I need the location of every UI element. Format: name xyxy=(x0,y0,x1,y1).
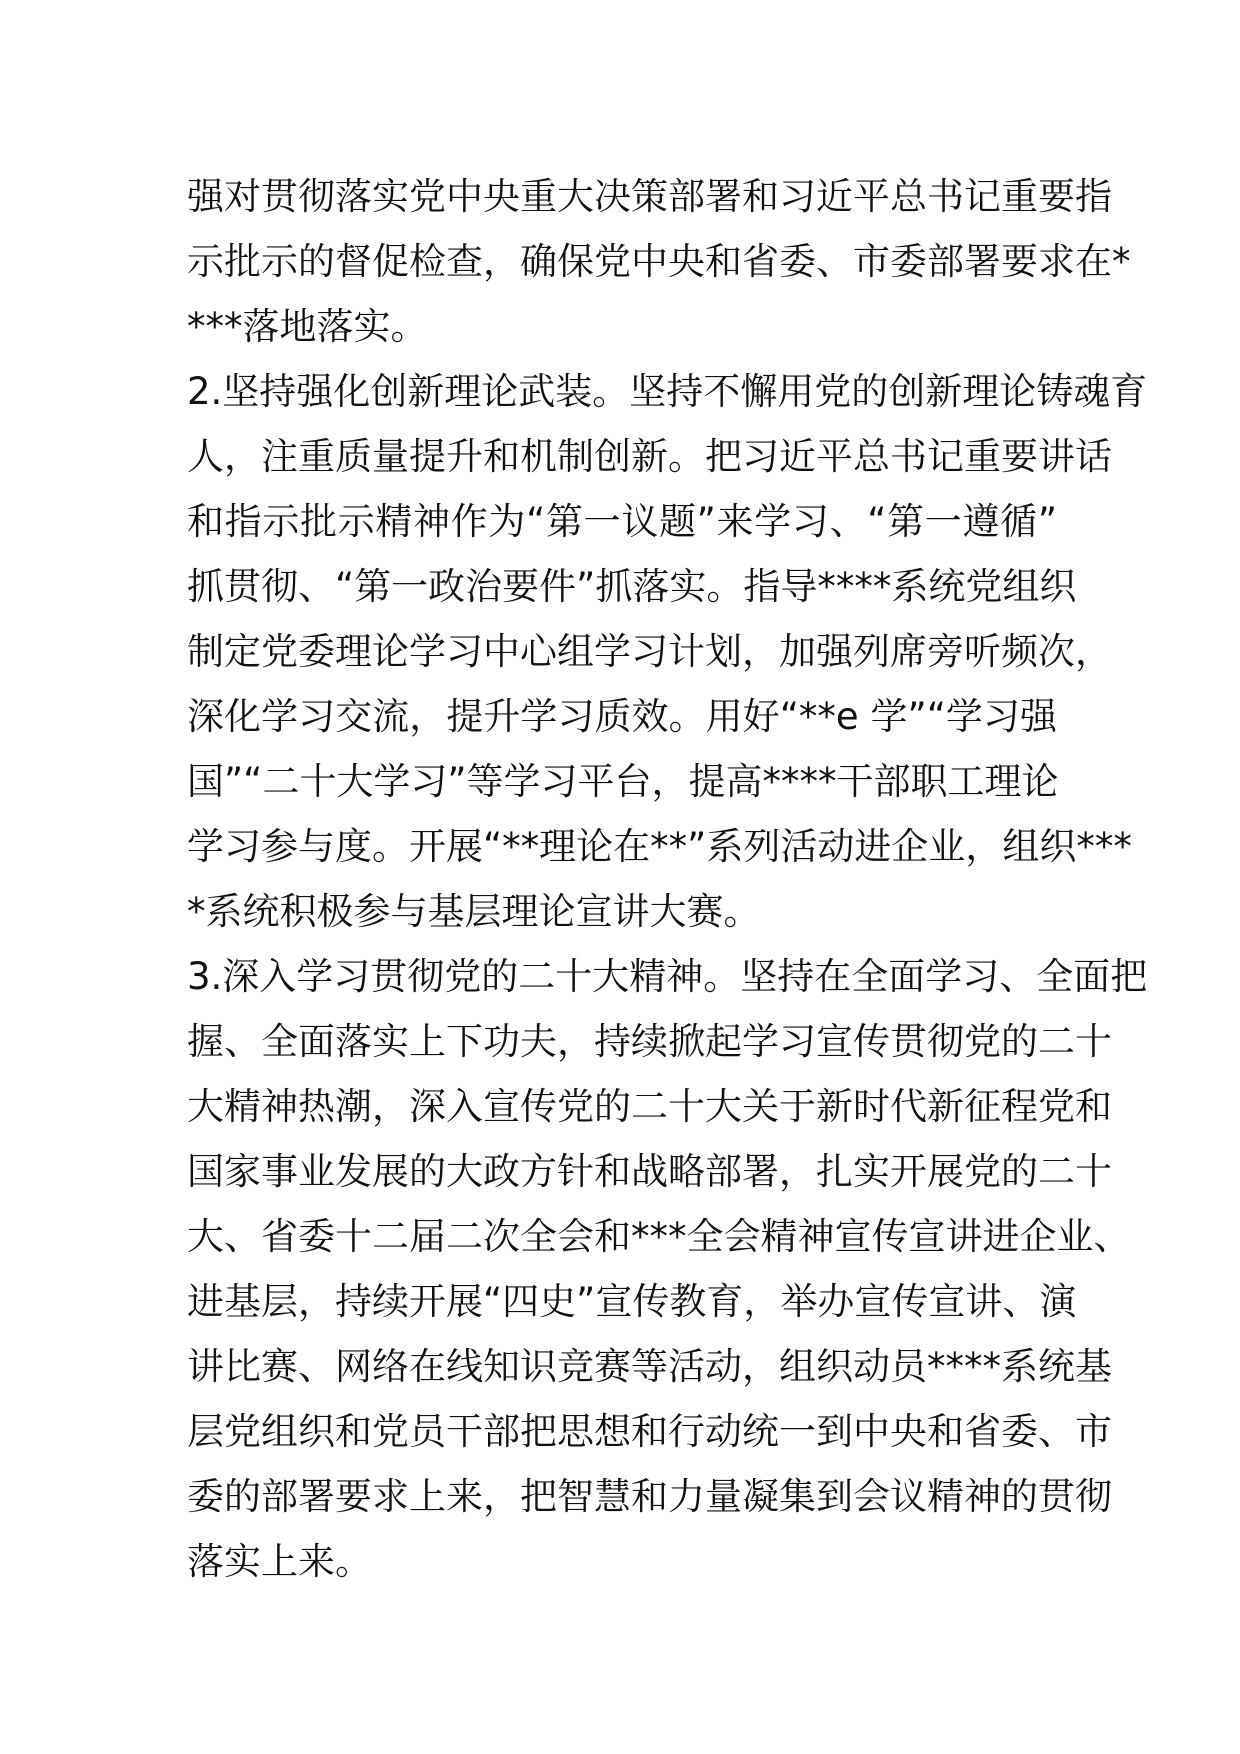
text-line: 国家事业发展的大政方针和战略部署，扎实开展党的二十 xyxy=(187,1150,1112,1193)
text-line: 讲比赛、网络在线知识竞赛等活动，组织动员****系统基 xyxy=(187,1345,1112,1388)
text-line: 大精神热潮，深入宣传党的二十大关于新时代新征程党和 xyxy=(187,1085,1112,1128)
text-line: 2.坚持强化创新理论武装。坚持不懈用党的创新理论铸魂育 xyxy=(187,370,1148,413)
text-line: 国”“二十大学习”等学习平台，提高****干部职工理论 xyxy=(187,760,1059,803)
text-line: 强对贯彻落实党中央重大决策部署和习近平总书记重要指 xyxy=(187,175,1112,218)
text-line: 大、省委十二届二次全会和***全会精神宣传宣讲进企业、 xyxy=(187,1215,1131,1258)
text-line: 层党组织和党员干部把思想和行动统一到中央和省委、市 xyxy=(187,1410,1112,1453)
text-line: 人，注重质量提升和机制创新。把习近平总书记重要讲话 xyxy=(187,435,1112,478)
text-line: 和指示批示精神作为“第一议题”来学习、“第一遵循” xyxy=(187,500,1057,543)
text-line: ***落地落实。 xyxy=(187,305,428,348)
text-line: 委的部署要求上来，把智慧和力量凝集到会议精神的贯彻 xyxy=(187,1475,1112,1518)
text-line: 深化学习交流，提升学习质效。用好“**e 学”“学习强 xyxy=(187,695,1057,738)
text-line: 3.深入学习贯彻党的二十大精神。坚持在全面学习、全面把 xyxy=(187,955,1148,998)
text-line: 学习参与度。开展“**理论在**”系列活动进企业，组织*** xyxy=(187,825,1132,868)
text-line: 抓贯彻、“第一政治要件”抓落实。指导****系统党组织 xyxy=(187,565,1077,608)
text-line: 示批示的督促检查，确保党中央和省委、市委部署要求在* xyxy=(187,240,1131,283)
text-line: *系统积极参与基层理论宣讲大赛。 xyxy=(187,890,761,933)
text-line: 握、全面落实上下功夫，持续掀起学习宣传贯彻党的二十 xyxy=(187,1020,1112,1063)
text-line: 制定党委理论学习中心组学习计划，加强列席旁听频次， xyxy=(187,630,1112,673)
body-text xyxy=(187,164,1148,1594)
text-line: 落实上来。 xyxy=(187,1540,372,1583)
text-line: 进基层，持续开展“四史”宣传教育，举办宣传宣讲、演 xyxy=(187,1280,1077,1323)
